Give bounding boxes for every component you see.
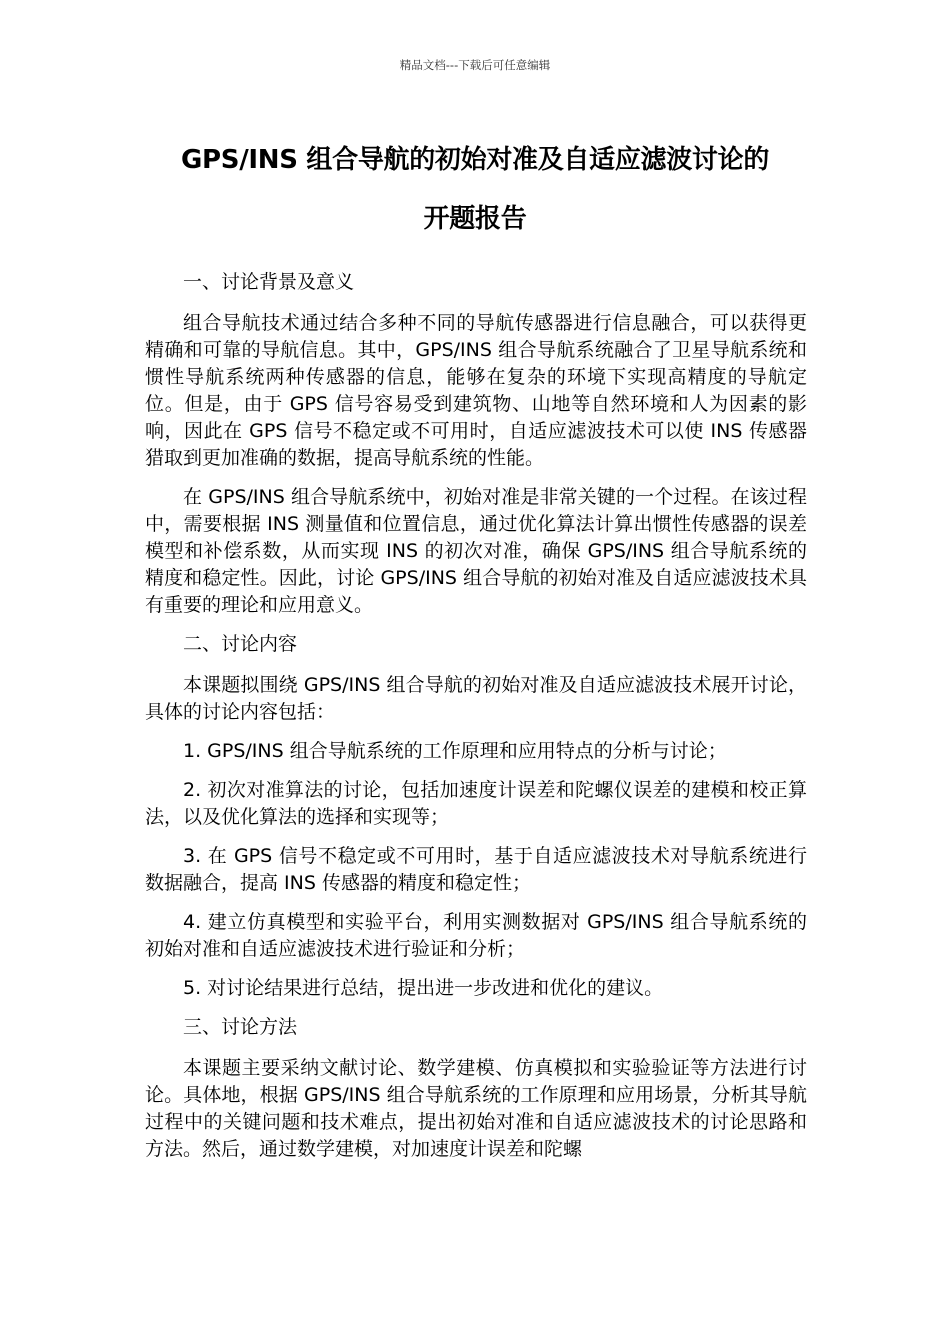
section-heading-background: 一、讨论背景及意义: [183, 271, 355, 293]
list-item: 1. GPS/INS 组合导航系统的工作原理和应用特点的分析与讨论；: [183, 740, 727, 762]
paragraph: 本课题拟围绕 GPS/INS 组合导航的初始对准及自适应滤波技术展开讨论，具体的讨论内容包括：: [145, 674, 807, 723]
title-line-1: GPS/INS 组合导航的初始对准及自适应滤波讨论的: [180, 145, 770, 175]
paragraph: 在 GPS/INS 组合导航系统中，初始对准是非常关键的一个过程。在该过程中，需要根据 INS 测量值和位置信息，通过优化算法计算出惯性传感器的误差模型和补偿系数，从而实现 INS 的初次对准，确保 GPS/INS 组合导航系统的精度和稳定性。因此，讨论 GPS/INS 组合导航的初始对准及自适应滤波技术具有重要的理论和应用意义。: [145, 486, 807, 616]
document-body: [145, 269, 807, 1175]
title-line-2: 开题报告: [423, 204, 527, 234]
list-item: 2. 初次对准算法的讨论，包括加速度计误差和陀螺仪误差的建模和校正算法，以及优化算法的选择和实现等；: [145, 779, 807, 828]
section-heading-content: 二、讨论内容: [183, 633, 298, 655]
section-heading-method: 三、讨论方法: [183, 1016, 298, 1038]
paragraph: 本课题主要采纳文献讨论、数学建模、仿真模拟和实验验证等方法进行讨论。具体地，根据 GPS/INS 组合导航系统的工作原理和应用场景，分析其导航过程中的关键问题和技术难点，提出初始对准和自适应滤波技术的讨论思路和方法。然后，通过数学建模，对加速度计误差和陀螺: [145, 1057, 807, 1160]
list-item: 4. 建立仿真模型和实验平台，利用实测数据对 GPS/INS 组合导航系统的初始对准和自适应滤波技术进行验证和分析；: [145, 911, 807, 960]
header-note: 精品文档---下载后可任意编辑: [399, 58, 551, 72]
paragraph: 组合导航技术通过结合多种不同的导航传感器进行信息融合，可以获得更精确和可靠的导航信息。其中，GPS/INS 组合导航系统融合了卫星导航系统和惯性导航系统两种传感器的信息，能够在复杂的环境下实现高精度的导航定位。但是，由于 GPS 信号容易受到建筑物、山地等自然环境和人为因素的影响，因此在 GPS 信号不稳定或不可用时，自适应滤波技术可以使 INS 传感器猎取到更加准确的数据，提高导航系统的性能。: [145, 312, 807, 469]
document-title: [145, 131, 805, 249]
list-item: 3. 在 GPS 信号不稳定或不可用时，基于自适应滤波技术对导航系统进行数据融合，提高 INS 传感器的精度和稳定性；: [145, 845, 807, 894]
list-item: 5. 对讨论结果进行总结，提出进一步改进和优化的建议。: [183, 977, 664, 999]
